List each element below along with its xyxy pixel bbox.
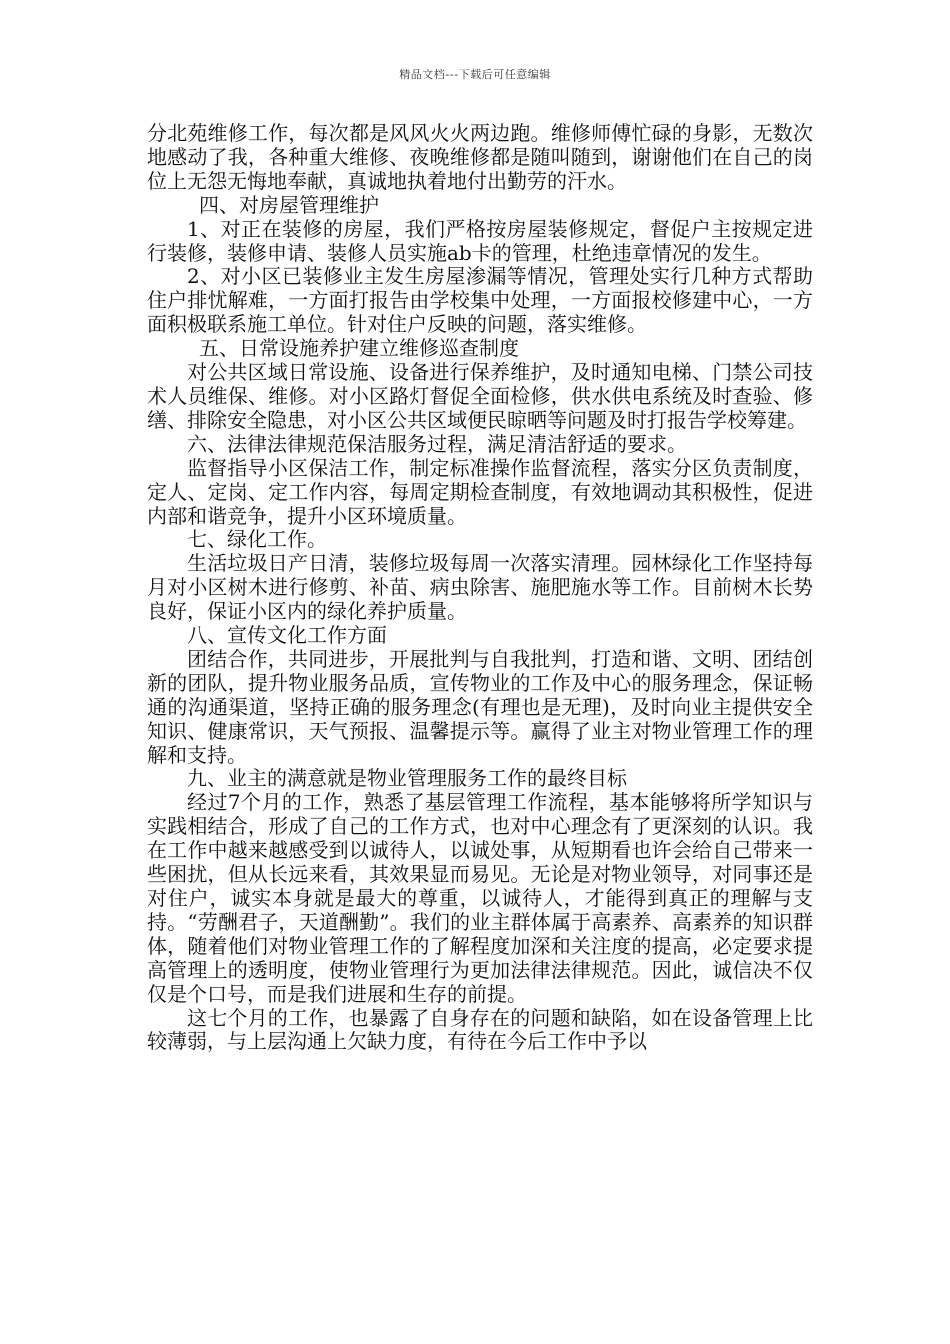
section-heading-5: 五、日常设施养护建立维修巡查制度 [199, 336, 519, 361]
section-heading-9: 九、业主的满意就是物业管理服务工作的最终目标 [187, 766, 627, 791]
section-heading-7: 七、绿化工作。 [187, 527, 327, 552]
paragraph-continuation: 分北苑维修工作，每次都是风风火火两边跑。维修师傅忙碌的身影，无数次地感动了我，各种重大维修、夜晚维修都是随叫随到，谢谢他们在自己的岗位上无怨无悔地奉献，真诚地执着地付出勤劳的汗水。 [147, 121, 813, 193]
section-heading-8: 八、宣传文化工作方面 [187, 623, 387, 648]
paragraph: 经过7个月的工作，熟悉了基层管理工作流程，基本能够将所学知识与实践相结合，形成了自己的工作方式，也对中心理念有了更深刻的认识。我在工作中越来越感受到以诚待人，以诚处事，从短期看也许会给自己带来一些困扰，但从长远来看，其效果显而易见。无论是对物业领导，对同事还是对住户，诚实本身就是最大的尊重，以诚待人，才能得到真正的理解与支持。“劳酬君子，天道酬勤”。我们的业主群体属于高素养、高素养的知识群体，随着他们对物业管理工作的了解程度加深和关注度的提高，必定要求提高管理上的透明度，使物业管理行为更加法律法律规范。因此，诚信决不仅仅是个口号，而是我们进展和生存的前提。 [147, 790, 813, 1006]
paragraph: 对公共区域日常设施、设备进行保养维护，及时通知电梯、门禁公司技术人员维保、维修。对小区路灯督促全面检修，供水供电系统及时查验、修缮、排除安全隐患，对小区公共区域便民晾晒等问题及时打报告学校筹建。 [147, 360, 813, 432]
section-heading-6: 六、法律法律规范保洁服务过程，满足清洁舒适的要求。 [187, 431, 687, 456]
paragraph: 2、对小区已装修业主发生房屋渗漏等情况，管理处实行几种方式帮助住户排忧解难，一方面打报告由学校集中处理，一方面报校修建中心，一方面积极联系施工单位。针对住户反映的问题，落实维修。 [147, 264, 813, 337]
page-header: 精品文档---下载后可任意编辑 [399, 68, 551, 81]
paragraph: 这七个月的工作，也暴露了自身存在的问题和缺陷，如在设备管理上比较薄弱，与上层沟通上欠缺力度，有待在今后工作中予以 [147, 1005, 813, 1054]
paragraph: 团结合作，共同进步，开展批判与自我批判，打造和谐、文明、团结创新的团队，提升物业服务品质，宣传物业的工作及中心的服务理念，保证畅通的沟通渠道，坚持正确的服务理念(有理也是无理)，及时向业主提供安全知识、健康常识，天气预报、温馨提示等。赢得了业主对物业管理工作的理解和支持。 [147, 646, 813, 767]
paragraph: 生活垃圾日产日清，装修垃圾每周一次落实清理。园林绿化工作坚持每月对小区树木进行修剪、补苗、病虫除害、施肥施水等工作。目前树木长势良好，保证小区内的绿化养护质量。 [147, 551, 813, 624]
document-body [147, 122, 813, 1054]
paragraph: 1、对正在装修的房屋，我们严格按房屋装修规定，督促户主按规定进行装修，装修申请、装修人员实施ab卡的管理，杜绝违章情况的发生。 [147, 216, 813, 265]
paragraph: 监督指导小区保洁工作，制定标准操作监督流程，落实分区负责制度，定人、定岗、定工作内容，每周定期检查制度，有效地调动其积极性，促进内部和谐竞争，提升小区环境质量。 [147, 455, 813, 528]
section-heading-4: 四、对房屋管理维护 [199, 192, 379, 217]
